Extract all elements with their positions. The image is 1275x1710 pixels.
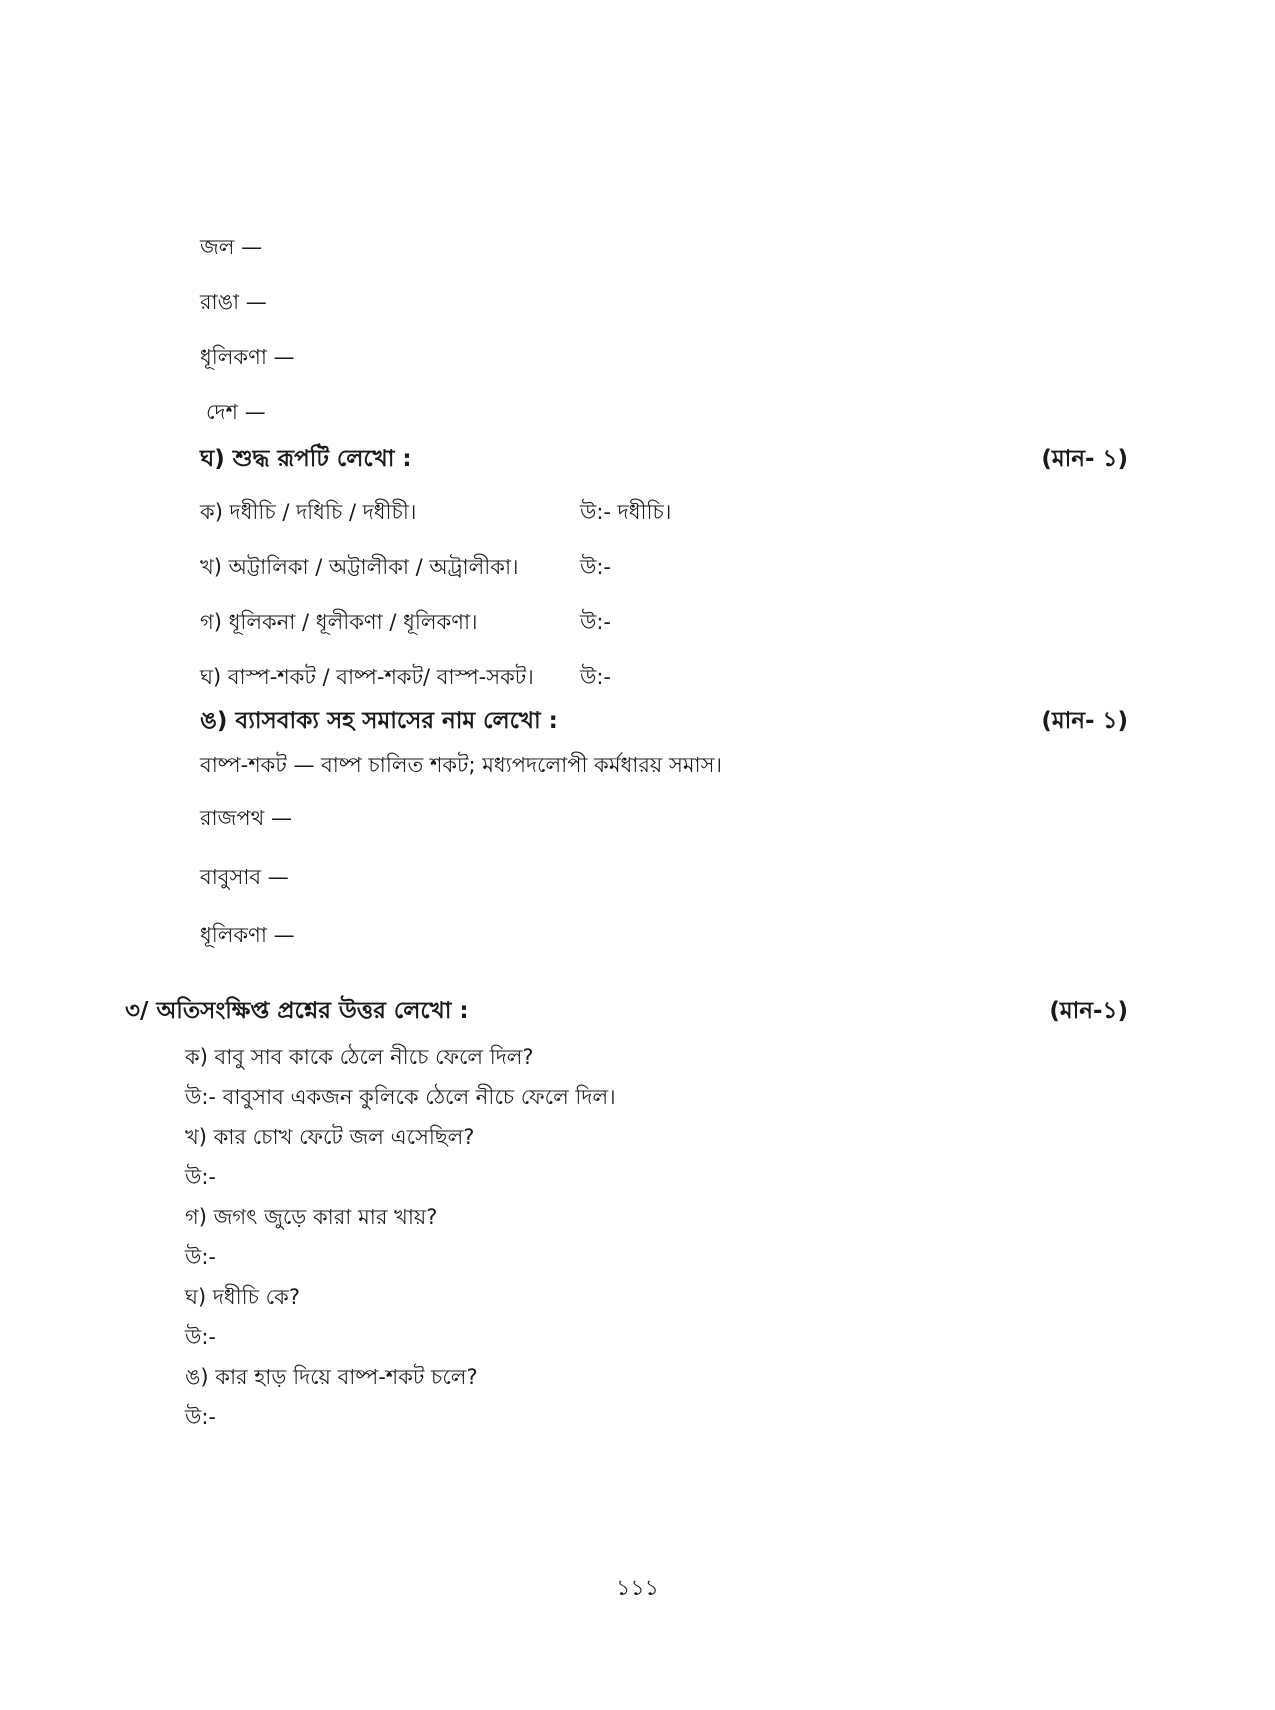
section-heading: ৩/ অতিসংক্ষিপ্ত প্রশ্নের উত্তর লেখো :: [125, 998, 469, 1024]
answer-line: উ:-: [185, 1165, 217, 1189]
page-number: ১১১: [616, 1576, 659, 1601]
question-line: ঙ) কার হাড় দিয়ে বাষ্প-শকট চলে?: [185, 1365, 478, 1389]
answer-line: উ:-: [185, 1325, 217, 1349]
answer-line: উ:- বাবুসাব একজন কুলিকে ঠেলে নীচে ফেলে দিল।: [185, 1085, 616, 1109]
answer-text: উ:-: [580, 555, 612, 579]
word-item: ধূলিকণা —: [200, 345, 295, 369]
answer-text: উ:-: [580, 665, 612, 689]
marks-label: (মান-১): [1049, 998, 1128, 1024]
question-line: খ) কার চোখ ফেটে জল এসেছিল?: [185, 1125, 475, 1149]
marks-label: (মান- ১): [1041, 446, 1128, 472]
word-item: দেশ —: [206, 400, 266, 424]
word-item: রাঙা —: [200, 290, 267, 314]
question-line: ক) বাবু সাব কাকে ঠেলে নীচে ফেলে দিল?: [185, 1045, 534, 1069]
answer-line: উ:-: [185, 1245, 217, 1269]
question-item: খ) অট্টালিকা / অট্টালীকা / অট্রালীকা।: [200, 555, 519, 579]
answer-text: উ:- দধীচি।: [580, 500, 672, 524]
question-item: গ) ধূলিকনা / ধূলীকণা / ধূলিকণা।: [200, 610, 478, 634]
word-item: জল —: [200, 235, 263, 259]
question-item: ঘ) বাস্প-শকট / বাষ্প-শকট/ বাস্প-সকট।: [200, 665, 534, 689]
question-item: ক) দধীচি / দধিচি / দধীচী।: [200, 500, 417, 524]
section-heading: ঙ) ব্যাসবাক্য সহ সমাসের নাম লেখো :: [200, 708, 558, 734]
marks-label: (মান- ১): [1041, 708, 1128, 734]
word-item: বাবুসাব —: [200, 865, 289, 889]
question-line: গ) জগৎ জুড়ে কারা মার খায়?: [185, 1205, 438, 1229]
example-line: বাষ্প-শকট — বাষ্প চালিত শকট; মধ্যপদলোপী কর্মধারয় সমাস।: [200, 753, 722, 777]
answer-text: উ:-: [580, 610, 612, 634]
section-heading: ঘ) শুদ্ধ রূপটি লেখো :: [200, 446, 412, 472]
question-line: ঘ) দধীচি কে?: [185, 1285, 301, 1309]
word-item: রাজপথ —: [200, 806, 292, 830]
word-item: ধূলিকণা —: [200, 923, 295, 947]
answer-line: উ:-: [185, 1405, 217, 1429]
